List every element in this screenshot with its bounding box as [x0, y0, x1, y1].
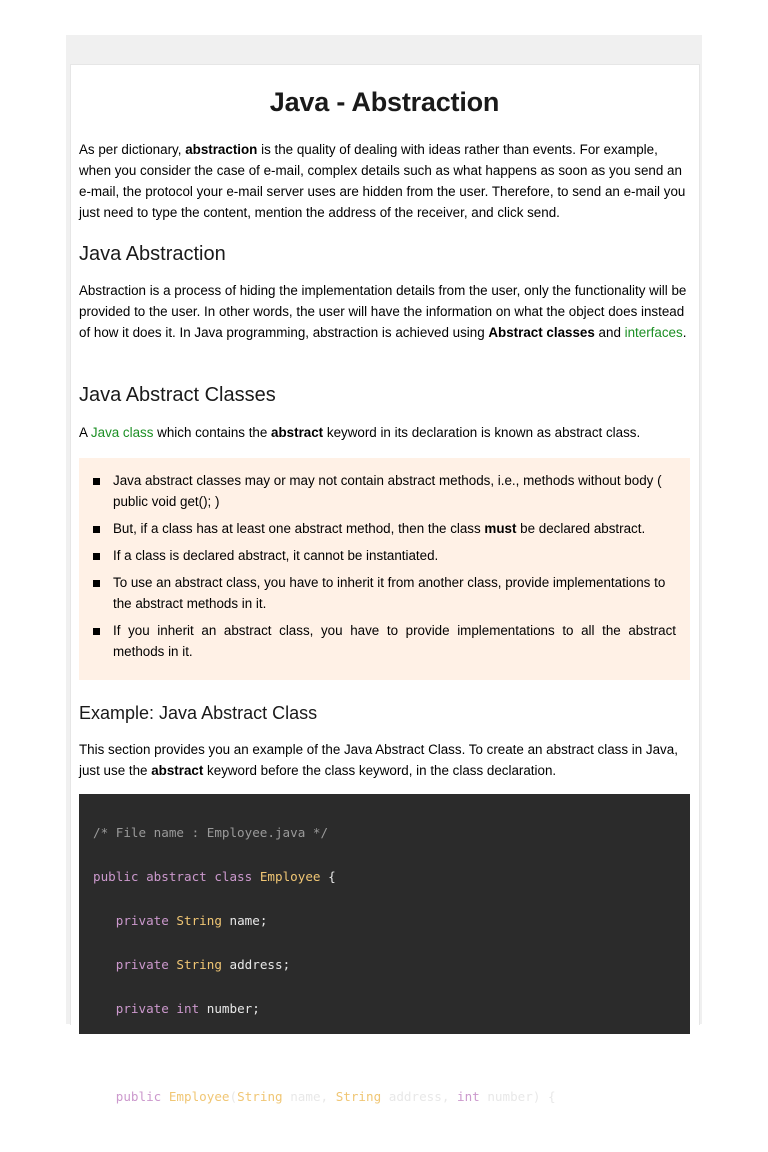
- list-item: But, if a class has at least one abstract method, then the class must be declared abstract.: [93, 518, 676, 539]
- code-line: private String name;: [115, 913, 268, 928]
- square-bullet-icon: [93, 526, 100, 533]
- square-bullet-icon: [93, 478, 100, 485]
- code-block[interactable]: [79, 794, 690, 1104]
- abstraction-paragraph: Abstraction is a process of hiding the implementation details from the user, only the functionality will be provided to the user. In other words, the user will have the information on what the object does instead of how it does it. In Java programming, abstraction is achieved using Abstract classes and interfaces.: [79, 283, 687, 340]
- notes-box: [79, 458, 690, 680]
- code-line: public Employee(String name, String address, int number) {: [115, 1089, 556, 1104]
- heading-abstract-classes: Java Abstract Classes: [79, 384, 276, 406]
- java-class-link[interactable]: Java class: [90, 425, 154, 440]
- abstract-classes-paragraph: A Java class which contains the abstract keyword in its declaration is known as abstract class.: [79, 425, 641, 440]
- square-bullet-icon: [93, 628, 100, 635]
- intro-paragraph: As per dictionary, abstraction is the quality of dealing with ideas rather than events. For example, when you consider the case of e-mail, complex details such as what happens as soon as you send an e-mail, the protocol your e-mail server uses are hidden from the user. Therefore, to send an e-mail you just need to type the content, mention the address of the receiver, and click send.: [79, 142, 686, 220]
- list-item: If a class is declared abstract, it cannot be instantiated.: [93, 545, 676, 566]
- page-title: Java - Abstraction: [269, 87, 500, 117]
- code-line: /* File name : Employee.java */: [93, 825, 329, 840]
- example-paragraph: This section provides you an example of the Java Abstract Class. To create an abstract class in Java, just use the abstract keyword before the class keyword, in the class declaration.: [79, 742, 678, 778]
- interfaces-link[interactable]: interfaces: [624, 325, 683, 340]
- notes-list: [79, 458, 690, 662]
- list-item: To use an abstract class, you have to inherit it from another class, provide implementations to the abstract methods in it.: [93, 572, 676, 614]
- code-line: [79, 1042, 690, 1064]
- heading-java-abstraction: Java Abstraction: [79, 243, 226, 265]
- list-item: If you inherit an abstract class, you have to provide implementations to all the abstract methods in it.: [93, 620, 676, 662]
- code-line: private String address;: [115, 957, 291, 972]
- code-line: private int number;: [115, 1001, 260, 1016]
- list-item: Java abstract classes may or may not contain abstract methods, i.e., methods without body ( public void get(); ): [93, 470, 676, 512]
- heading-example: Example: Java Abstract Class: [79, 703, 318, 723]
- article-card: [70, 64, 700, 1104]
- code-line: public abstract class Employee {: [93, 869, 336, 884]
- square-bullet-icon: [93, 580, 100, 587]
- square-bullet-icon: [93, 553, 100, 560]
